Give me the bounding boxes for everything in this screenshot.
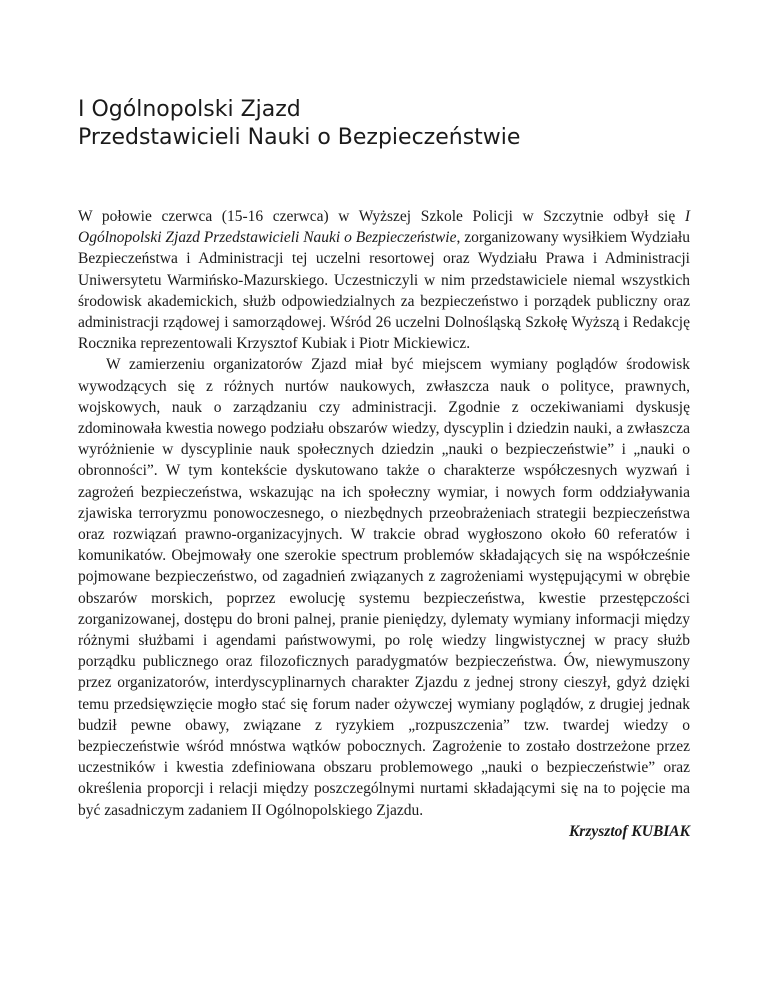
title-line-2: Przedstawicieli Nauki o Bezpieczeństwie [78, 125, 521, 150]
paragraph-1-text-a: W połowie czerwca (15-16 czerwca) w Wyższej Szkole Policji w Szczytnie odbył się [78, 208, 685, 225]
page-title [78, 96, 698, 152]
paragraph-1 [78, 206, 690, 354]
paragraph-1-text-b: , zorganizowany wysiłkiem Wydziału Bezpieczeństwa i Administracji tej uczelni resortowej oraz Wydziału Prawa i Administracji Uniwersytetu Warmińsko-Mazurskiego. Uczestniczyli w nim przedstawiciele niemal wszystkich środowisk akademickich, służb odpowiedzialnych za bezpieczeństwo i porządek publiczny oraz administracji rządowej i samorządowej. Wśród 26 uczelni Dolnośląską Szkołę Wyższą i Redakcję Rocznika reprezentowali Krzysztof Kubiak i Piotr Mickiewicz. [78, 229, 690, 353]
paragraph-1-italic-title: I Ogólnopolski Zjazd Przedstawicieli Nauki o Bezpieczeństwie [78, 208, 690, 247]
article-body [78, 206, 690, 842]
title-line-1: I Ogólnopolski Zjazd [78, 97, 301, 122]
paragraph-2: W zamierzeniu organizatorów Zjazd miał być miejscem wymiany poglądów środowisk wywodzących się z różnych nurtów naukowych, zwłaszcza nauk o polityce, prawnych, wojskowych, nauk o zarządzaniu czy administracji. Zgodnie z oczekiwaniami dyskusję zdominowała kwestia nowego podziału obszarów wiedzy, dyscyplin i dziedzin nauki, a zwłaszcza wyróżnienie w dyscyplinie nauk społecznych dziedzin „nauki o bezpieczeństwie” i „nauki o obronności”. W tym kontekście dyskutowano także o charakterze współczesnych wyzwań i zagrożeń bezpieczeństwa, wskazując na ich społeczny wymiar, i nowych form oddziaływania zjawiska terroryzmu ponowoczesnego, o niezbędnych przeobrażeniach strategii bezpieczeństwa oraz rozwiązań prawno-organizacyjnych. W trakcie obrad wygłoszono około 60 referatów i komunikatów. Obejmowały one szerokie spectrum problemów składających się na współcześnie pojmowane bezpieczeństwo, od zagadnień związanych z zagrożeniami występującymi w obrębie obszarów morskich, poprzez ewolucję systemu bezpieczeństwa, kwestie przestępczości zorganizowanej, dostępu do broni palnej, pranie pieniędzy, dylematy wymiany informacji między różnymi służbami i agendami państwowymi, po rolę wiedzy lingwistycznej w pracy służb porządku publicznego oraz filozoficznych paradygmatów bezpieczeństwa. Ów, niewymuszony przez organizatorów, interdyscyplinarnych charakter Zjazdu z jednej strony cieszył, gdyż dzięki temu przedsięwzięcie mogło stać się forum nader ożywczej wymiany poglądów, z drugiej jednak budził pewne obawy, związane z ryzykiem „rozpuszczenia” tzw. twardej wiedzy o bezpieczeństwie wśród mnóstwa wątków pobocznych. Zagrożenie to zostało dostrzeżone przez uczestników i kwestia zdefiniowana obszaru problemowego „nauki o bezpieczeństwie” oraz określenia proporcji i relacji między poszczególnymi nurtami składającymi się na to pojęcie ma być zasadniczym zadaniem II Ogólnopolskiego Zjazdu. [78, 356, 690, 819]
author-signature: Krzysztof KUBIAK [568, 822, 690, 840]
